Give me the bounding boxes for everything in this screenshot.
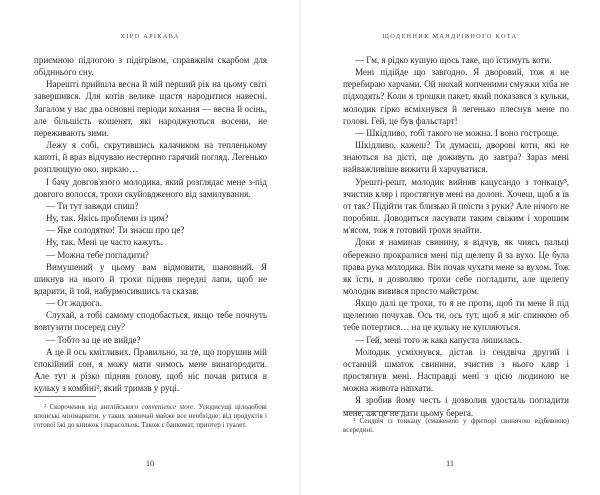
paragraph: Якщо далі це трохи, то я не проти, щоб ти мене й під щелепою почухав. Ось ти, ось тут, щоб я міг спинкою об тебе потертися… на це кульку не купляються. (343, 298, 569, 333)
paragraph: — От жадюга. (46, 298, 102, 309)
paragraph: — Можна тебе погладити? (46, 249, 149, 260)
paragraph: А це й ось кмітливих. Правильно, за те, що порушив мій спокійний сон, я можу мати чимось мене винагородити. Але тут я різко підняв голову, щоб ніс почав ритися в кульку з комбіні², який тримав у руці. (34, 346, 267, 394)
footnote-text: . Усюдисущі цілодобові японські мінімаркети, у таких зазвичай майже все необхідне: від продуктів і готової їжі до книжок і парасольок. Також є банкомат, принтер і туалет. (34, 403, 267, 430)
left-page-body (34, 54, 267, 394)
paragraph: Ну, так. Мені це часто кажуть. (46, 237, 163, 248)
paragraph: Доки я наминав свинину, я відчув, як чиясь пальці обережно прокралися мені під щелепу й за вухо. Це була права рука молодика. Він почав чухати мене за вухом. Тож як їсти, я дозволяю трохи себе погладити, але щелепу молодик вивився просто майстром. (343, 237, 569, 296)
right-page (300, 0, 600, 495)
paragraph: — Гм, я рідко кушую щось таке, що їстимуть коти. (355, 55, 552, 65)
paragraph: Мені підійде що завгодно. Я дворовий, тож я не перебираю харчами. Ой нюхай копченими смужки хіба не підходять? Коли я трошки пакет, який показався з кульки, молодик гірко всміхнувся й легенько плеснув мене по голові. Гей, це був фальстарт! (343, 67, 569, 126)
right-running-head: ЩОДЕННИК МАНДРІВНОГО КОТА (382, 33, 518, 40)
left-footnote (34, 403, 267, 430)
paragraph: Я зробив йому честь і дозволив удосталь погладити мене, аж це не дати цьому берега. (343, 395, 569, 418)
footnote-rule (343, 411, 405, 412)
paragraph: — Шкідливо, тобі такого не можна. І воно гостроще. (355, 127, 560, 138)
footnote-rule (34, 396, 96, 397)
paragraph: Нарешті прийшла весна й мій перший рік на цьому світі завершився. Для котів велике щастя народитися навесні. Загалом у нас два основні періоди кохання — весна й осінь, але більшість кошенят, які народжуються восени, не переживають зими. (34, 79, 267, 138)
paragraph: Слухай, а тобі самому сподобається, якщо тебе почнуть вовтузити посеред сну? (34, 310, 267, 333)
right-page-number: 11 (445, 459, 455, 468)
paragraph: — Гей, мені того ж кака капуста лишилась. (355, 334, 522, 345)
footnote-lead: ³ Сендвіч із тонкацу (смаженою у фритюрі свинячою відбивною) всередині. (343, 417, 569, 435)
footnote-term: convenience store (141, 403, 194, 411)
paragraph: Ну, так. Якісь проблеми із цим? (46, 213, 169, 224)
paragraph: — Яке солодятко! Ти знаєш про це? (46, 225, 185, 236)
left-running-head: ХІРО АРІКАВА (120, 33, 180, 40)
paragraph: приємною підлогою з підігрівом, справжнім скарбом для обідннього сну. (34, 55, 267, 78)
right-footnote (343, 417, 569, 435)
paragraph: — Ти тут завжди спиш? (46, 200, 139, 211)
left-page-number: 10 (145, 459, 155, 468)
paragraph: Молодик усміхнувся, дістав із сендвіча другий і останній шматок свинини, зчистив з нього кляр і простягнув мені. Насправді мені з цією людиною не можна живота напхати. (343, 346, 569, 394)
paragraph: Шкідливо, кажеш? Ти думаєш, дворові коти, які не знаються на дієті, ще доживуть до завтра? Зараз мені найважливіше вижити й харчуватися. (343, 140, 569, 175)
paragraph: І бачу довгов'язого молодика, який розглядає мене з-під довгого волосся, трохи скуйовдженого від замилування. (34, 176, 267, 199)
right-page-body (343, 54, 569, 419)
paragraph: — Тобто за це не вийде? (46, 334, 141, 345)
paragraph: Вимушений у цьому вам відмовити, шановний. Я шикнув на нього й трохи підняв передні лапи, щоб не вдарити, й той, набурмосившись та сказав: (34, 261, 267, 296)
paragraph: Лежу я собі, скрутившись калачиком на тепленькому капоті, й враз відчуваю нестерпно гарячий погляд. Легенько розплющую око, зиркаю… (34, 140, 267, 175)
footnote-lead: ² Скорочення від англійського (44, 403, 142, 411)
paragraph: Урешті-решт, молодик вийняв кацусандо з тонкацу³, зчистив кляр і простягнув мені на долоні. Хочеш, щоб я їв от так? Підійти так близько й поїсти з руки? Але нічого не поробиш. Доводиться ласувати таким свіжим і хорошим м'ясом, тож я готовий трохи знайти. (343, 176, 569, 236)
